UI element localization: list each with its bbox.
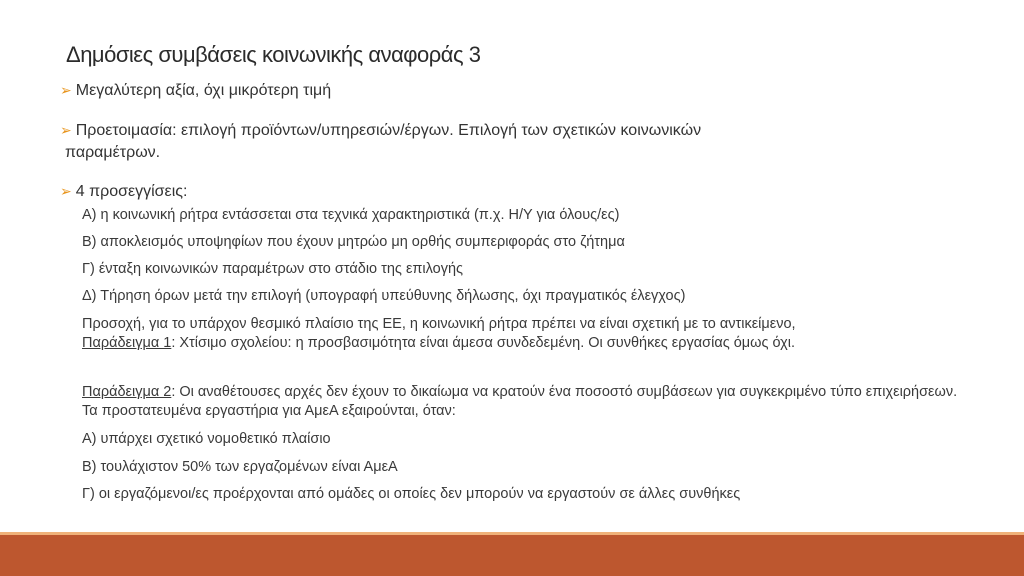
note-line-1: Προσοχή, για το υπάρχον θεσμικό πλαίσιο της ΕΕ, η κοινωνική ρήτρα πρέπει να είναι σχετική με το αντικείμενο, — [82, 316, 796, 332]
bullet-1 — [60, 79, 331, 102]
arrow-bullet-icon: ➢ — [60, 82, 72, 98]
footer-bar — [0, 535, 1024, 576]
slide-title: Δημόσιες συμβάσεις κοινωνικής αναφοράς 3 — [66, 42, 481, 67]
bullet-2-text: Προετοιμασία: επιλογή προϊόντων/υπηρεσιών/έργων. Επιλογή των σχετικών κοινωνικών — [75, 122, 702, 139]
condition-b: Β) τουλάχιστον 50% των εργαζομένων είναι ΑμεΑ — [82, 459, 398, 475]
bullet-3 — [60, 180, 187, 203]
sub-item-b: Β) αποκλεισμός υποψηφίων που έχουν μητρώο μη ορθής συμπεριφοράς στο ζήτημα — [82, 234, 625, 250]
example-2-text: : Οι αναθέτουσες αρχές δεν έχουν το δικαίωμα να κρατούν ένα ποσοστό συμβάσεων για συγκεκριμένο τύπο επιχειρήσεων. Τα προστατευμένα εργαστήρια για ΑμεΑ εξαιρούνται, όταν: — [82, 384, 958, 419]
sub-item-c: Γ) ένταξη κοινωνικών παραμέτρων στο στάδιο της επιλογής — [82, 261, 464, 277]
example-2-paragraph — [82, 383, 972, 421]
bullet-3-text: 4 προσεγγίσεις: — [75, 183, 188, 200]
condition-c: Γ) οι εργαζόμενοι/ες προέρχονται από ομάδες οι οποίες δεν μπορούν να εργαστούν σε άλλες συνθήκες — [82, 486, 741, 502]
condition-a: Α) υπάρχει σχετικό νομοθετικό πλαίσιο — [82, 431, 331, 447]
example-1-text: : Χτίσιμο σχολείου: η προσβασιμότητα είναι άμεσα συνδεδεμένη. Οι συνθήκες εργασίας όμως όχι. — [171, 335, 796, 351]
bullet-2 — [60, 119, 910, 164]
bullet-1-text: Μεγαλύτερη αξία, όχι μικρότερη τιμή — [75, 82, 332, 99]
arrow-bullet-icon: ➢ — [60, 122, 72, 138]
arrow-bullet-icon: ➢ — [60, 183, 72, 199]
sub-item-d: Δ) Τήρηση όρων μετά την επιλογή (υπογραφή υπεύθυνης δήλωσης, όχι πραγματικός έλεγχος) — [82, 288, 686, 304]
example-2-label: Παράδειγμα 2 — [82, 384, 172, 400]
bullet-2-continuation: παραμέτρων. — [65, 144, 161, 161]
example-1-label: Παράδειγμα 1 — [82, 335, 172, 351]
sub-item-a: Α) η κοινωνική ρήτρα εντάσσεται στα τεχνικά χαρακτηριστικά (π.χ. Η/Υ για όλους/ες) — [82, 207, 620, 223]
note-paragraph — [82, 315, 972, 353]
